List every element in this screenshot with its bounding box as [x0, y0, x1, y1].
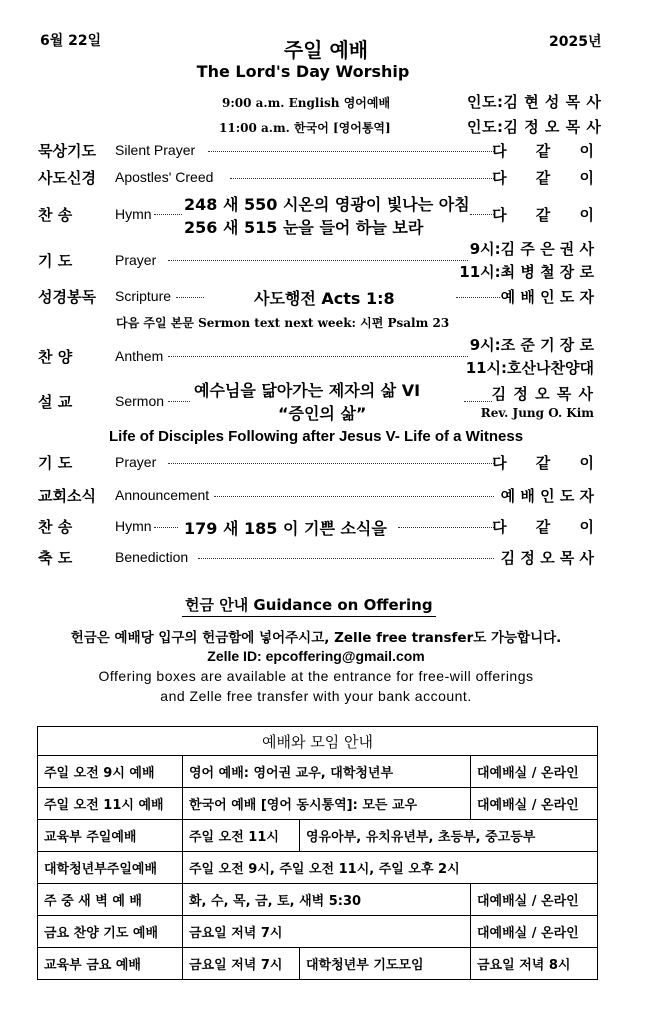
page-title: 주일 예배 — [283, 38, 369, 62]
schedule-cell: 주일 오전 11시 예배 — [38, 788, 183, 820]
anthem-leader-11am: 11시:호산나찬양대 — [465, 359, 594, 377]
order-kor-label: 찬 송 — [38, 518, 73, 536]
table-row — [38, 916, 598, 948]
schedule-cell: 주 중 새 벽 예 배 — [38, 884, 183, 916]
table-row — [38, 884, 598, 916]
schedule-cell: 대예배실 / 온라인 — [471, 756, 598, 788]
dotted-leader — [198, 558, 494, 559]
order-responsible: 다 같 이 — [492, 206, 606, 224]
order-responsible: 다 같 이 — [492, 142, 606, 160]
offering-line-3: Offering boxes are available at the entrance for free-will offerings — [98, 668, 534, 684]
schedule-cell: 금요일 저녁 8시 — [471, 948, 598, 980]
order-eng-label: Sermon — [115, 393, 165, 409]
schedule-cell: 주일 오전 9시, 주일 오전 11시, 주일 오후 2시 — [183, 852, 598, 884]
order-benediction — [38, 547, 594, 569]
dotted-leader — [230, 178, 494, 179]
zelle-id: Zelle ID: epcoffering@gmail.com — [207, 648, 425, 664]
sermon-preacher: 김 정 오 목 사 — [491, 385, 594, 403]
order-responsible: 다 같 이 — [492, 169, 606, 187]
schedule-cell: 화, 수, 목, 금, 토, 새벽 5:30 — [183, 884, 471, 916]
order-eng-label: Hymn — [115, 518, 152, 534]
table-row — [38, 820, 598, 852]
schedule-cell: 금요 찬양 기도 예배 — [38, 916, 183, 948]
dotted-leader — [168, 401, 190, 402]
bulletin-year: 2025년 — [549, 34, 602, 50]
schedule-cell: 대학청년부주일예배 — [38, 852, 183, 884]
order-prayer-1 — [38, 238, 594, 282]
order-kor-label: 성경봉독 — [38, 288, 96, 306]
schedule-cell: 교육부 금요 예배 — [38, 948, 183, 980]
order-kor-label: 사도신경 — [38, 169, 96, 187]
service-leader-9am: 인도:김 현 성 목 사 — [467, 93, 602, 111]
dotted-leader — [168, 463, 494, 464]
offering-line-4: and Zelle free transfer with your bank account. — [160, 688, 472, 704]
offering-heading: 헌금 안내 Guidance on Offering — [182, 594, 436, 617]
dotted-leader — [176, 297, 204, 298]
order-eng-label: Silent Prayer — [115, 142, 196, 158]
order-prayer-2 — [38, 452, 606, 474]
schedule-table — [37, 726, 598, 980]
schedule-cell: 대학청년부 기도모임 — [300, 948, 471, 980]
order-eng-label: Hymn — [115, 206, 152, 222]
service-time-9am: 9:00 a.m. English 영어예배 — [222, 96, 391, 110]
dotted-leader — [168, 356, 468, 357]
table-row — [38, 948, 598, 980]
order-responsible: 예 배 인 도 자 — [500, 288, 594, 306]
schedule-cell: 대예배실 / 온라인 — [471, 788, 598, 820]
order-eng-label: Prayer — [115, 252, 157, 268]
sermon-preacher-english: Rev. Jung O. Kim — [480, 406, 594, 420]
page-subtitle: The Lord's Day Worship — [196, 62, 410, 81]
dotted-leader — [214, 496, 494, 497]
order-kor-label: 설 교 — [38, 393, 73, 411]
order-hymn-1 — [38, 192, 606, 237]
bulletin-date: 6월 22일 — [40, 33, 102, 49]
table-row — [38, 727, 598, 756]
order-announcement — [38, 485, 594, 507]
order-kor-label: 찬 송 — [38, 206, 73, 224]
sermon-english-title: Life of Disciples Following after Jesus V- Life of a Witness — [108, 428, 524, 445]
order-kor-label: 교회소식 — [38, 487, 96, 505]
dotted-leader — [208, 151, 494, 152]
order-eng-label: Announcement — [115, 487, 210, 503]
service-time-11am: 11:00 a.m. 한국어 [영어통역] — [219, 121, 391, 135]
anthem-leader-9am: 9시:조 준 기 장 로 — [469, 336, 594, 354]
hymn-line-1: 248 새 550 시온의 영광이 빛나는 아침 — [184, 195, 470, 214]
order-hymn-2 — [38, 516, 606, 538]
order-anthem — [38, 334, 594, 378]
order-kor-label: 축 도 — [38, 549, 73, 567]
order-apostles-creed — [38, 167, 606, 189]
table-row — [38, 852, 598, 884]
schedule-cell: 영유아부, 유치유년부, 초등부, 중고등부 — [300, 820, 598, 852]
schedule-cell: 한국어 예배 [영어 동시통역]: 모든 교우 — [183, 788, 471, 820]
offering-line-1: 헌금은 예배당 입구의 헌금함에 넣어주시고, Zelle free transfer도 가능합니다. — [70, 630, 562, 646]
hymn-line-2: 256 새 515 눈을 들어 하늘 보라 — [184, 218, 424, 237]
service-leader-11am: 인도:김 정 오 목 사 — [467, 118, 602, 136]
schedule-header: 예배와 모임 안내 — [38, 727, 598, 756]
table-row — [38, 756, 598, 788]
dotted-leader — [398, 527, 494, 528]
order-responsible: 예 배 인 도 자 — [500, 487, 594, 505]
dotted-leader — [470, 214, 494, 215]
order-sermon — [38, 378, 594, 424]
order-responsible: 김 정 오 목 사 — [500, 549, 594, 567]
dotted-leader — [168, 260, 468, 261]
schedule-cell: 영어 예배: 영어권 교우, 대학청년부 — [183, 756, 471, 788]
schedule-cell: 주일 오전 9시 예배 — [38, 756, 183, 788]
order-kor-label: 기 도 — [38, 454, 73, 472]
dotted-leader — [154, 214, 182, 215]
order-eng-label: Prayer — [115, 454, 157, 470]
order-eng-label: Scripture — [115, 288, 172, 304]
schedule-cell: 금요일 저녁 7시 — [183, 948, 300, 980]
prayer-leader-11am: 11시:최 병 철 장 로 — [459, 263, 594, 281]
schedule-cell: 주일 오전 11시 — [183, 820, 300, 852]
order-eng-label: Apostles' Creed — [115, 169, 214, 185]
order-scripture — [38, 286, 594, 308]
sermon-title: 예수님을 닮아가는 제자의 삶 VI — [194, 381, 421, 400]
order-kor-label: 기 도 — [38, 252, 73, 270]
sermon-subtitle: “증인의 삶” — [278, 404, 367, 423]
schedule-cell: 교육부 주일예배 — [38, 820, 183, 852]
prayer-leader-9am: 9시:김 주 은 권 사 — [469, 240, 594, 258]
order-kor-label: 묵상기도 — [38, 142, 96, 160]
dotted-leader — [464, 401, 492, 402]
dotted-leader — [456, 297, 500, 298]
dotted-leader — [154, 527, 178, 528]
order-silent-prayer — [38, 140, 606, 162]
schedule-cell: 금요일 저녁 7시 — [183, 916, 471, 948]
table-row — [38, 788, 598, 820]
order-kor-label: 찬 양 — [38, 348, 73, 366]
schedule-cell: 대예배실 / 온라인 — [471, 884, 598, 916]
next-week-text: 다음 주일 본문 Sermon text next week: 시편 Psalm 23 — [116, 316, 450, 330]
order-eng-label: Anthem — [115, 348, 164, 364]
order-responsible: 다 같 이 — [492, 454, 606, 472]
scripture-reference: 사도행전 Acts 1:8 — [254, 289, 395, 308]
hymn-2-title: 179 새 185 이 기쁜 소식을 — [184, 519, 387, 538]
order-responsible: 다 같 이 — [492, 518, 606, 536]
order-eng-label: Benediction — [115, 549, 189, 565]
schedule-cell: 대예배실 / 온라인 — [471, 916, 598, 948]
